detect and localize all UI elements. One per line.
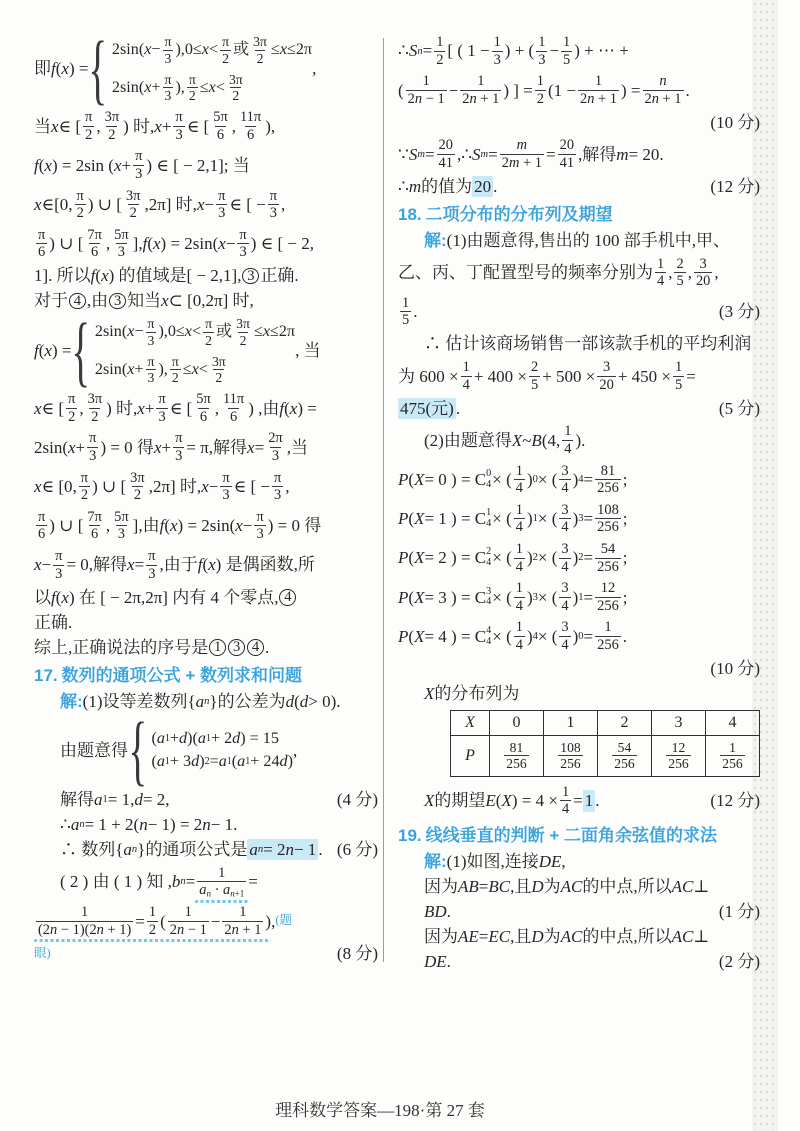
fraction: 2 5 [531, 359, 539, 393]
fraction: π 3 [269, 187, 278, 222]
table-cell: $\frac{1}{256}$ [705, 735, 759, 776]
math-line: x ∈ [0, π 2 ) ∪ [ 3π 2 ,2π] 时, x − π 3 ∈ [ − π 3 , [34, 469, 290, 504]
fraction: π 3 [147, 353, 155, 386]
fraction: 5π 3 [114, 226, 129, 261]
fraction: 20 41 [438, 137, 453, 172]
fraction: 1 5 [402, 294, 410, 329]
combination-indices: 2 4 [486, 546, 492, 569]
left-column [34, 24, 378, 967]
fraction: 1 2n + 1 [579, 73, 617, 107]
section-header [398, 825, 760, 847]
fraction: 1 (2n − 1)(2n + 1) [38, 904, 132, 938]
math-line: X 的分布列为 [424, 684, 520, 703]
two-column-layout [34, 24, 760, 976]
column-divider [383, 38, 384, 962]
math-line: BD . (1 分) [424, 902, 760, 922]
fraction: 5π 6 [196, 391, 211, 425]
fraction: 1 4 [515, 501, 523, 536]
math-line: 因为 AB = BC ,且 D 为 AC 的中点,所以 AC ⊥ [424, 877, 710, 897]
math-line: 综上,正确说法的序号是 1 3 4 . [34, 637, 270, 657]
piecewise-brace: { 2sin( x − π 3 ),0≤ x < π 2 或 3π 2 ≤ x ≤2π 2sin( x + π 3 ), π 2 ≤ x < 3π 2 [88, 24, 313, 112]
fraction: π 3 [218, 187, 226, 222]
combination-indices: 4 4 [486, 624, 492, 647]
math-line: ∴ a n = 1 + 2( n − 1) = 2 n − 1. [60, 814, 238, 834]
math-line: f ( x ) = { 2sin( x − π 3 ),0≤ x < π 2 或 3π 2 ≤ x ≤2π 2sin( x + π 3 ), π 2 ≤ x < 3π 2 , 当 [34, 306, 321, 394]
score-label: (12 分) [710, 177, 760, 197]
fraction: 1 4 [657, 255, 665, 290]
fraction: 1 4 [515, 580, 523, 614]
table-cell: 3 [651, 710, 705, 735]
fraction: 11π 6 [222, 391, 245, 425]
math-line: ∵ S m = 20 41 ,∴ S m = m 2m + 1 = 20 41 ,解得 m = 20. [398, 137, 664, 172]
section-number: 19. [398, 826, 422, 846]
fraction: π 2 [85, 109, 93, 143]
annotation-text: 解: [424, 231, 447, 251]
fraction: π 2 [205, 316, 212, 348]
score-label: (6 分) [336, 839, 378, 859]
fraction: 3 4 [561, 540, 569, 575]
table-cell: 0 [489, 710, 543, 735]
math-line: 475(元) . (5 分) [400, 398, 760, 418]
math-line [398, 111, 760, 133]
wavy-underlined-expression [195, 864, 248, 901]
math-line: π 6 ) ∪ [ 7π 6 , 5π 3 ],由 f ( x ) = 2sin( x − π 3 ) = 0 得 [38, 508, 322, 543]
annotation-text: (题 [275, 913, 293, 928]
fraction: π 3 [164, 71, 172, 104]
math-line: 乙、丙、丁配置型号的频率分别为 1 4 , 2 5 , 3 20 , [398, 255, 719, 290]
fraction: 3π 2 [130, 469, 145, 504]
math-line: 因为 AE = EC ,且 D 为 AC 的中点,所以 AC ⊥ [424, 927, 710, 947]
left-brace: { [71, 306, 91, 394]
math-line: P ( X = 1 ) = C 1 4 × ( 1 4 ) 1 × ( 3 4 ) 3 = 108 256 ; [398, 501, 628, 536]
math-line: 正确. [34, 612, 73, 632]
fraction: 108 256 [597, 501, 619, 536]
highlighted-answer: a n = 2 n − 1 [249, 839, 317, 859]
score-label: (4 分) [336, 789, 378, 809]
fraction: π 3 [175, 430, 183, 464]
distribution-table [450, 710, 760, 777]
fraction: π 3 [239, 226, 247, 261]
math-line: 由题意得 { ( a 1 + d )( a 1 + 2 d ) = 15 ( a 1 + 3 d ) 2 = a 1 ( a 1 + 24 d ) , [60, 706, 298, 794]
fraction: 1 2n − 1 [407, 73, 445, 107]
fraction: 1 2 [536, 73, 544, 107]
math-line: ( 2 ) 由 ( 1 ) 知 , b n = 1 $a_n \cdot a_{n+1}$ = [60, 864, 258, 899]
fraction: 3π 2 [211, 353, 226, 386]
fraction: 2π 3 [268, 430, 283, 464]
math-line: 解得 a 1 = 1, d = 2, (4 分) [60, 789, 378, 809]
math-line: π 6 ) ∪ [ 7π 6 , 5π 3 ], f ( x ) = 2sin( x − π 3 ) ∈ [ − 2, [38, 226, 314, 261]
left-brace: { [128, 706, 147, 794]
fraction: π 3 [158, 391, 166, 425]
fraction: π 3 [55, 548, 63, 582]
fraction: 1 5 [563, 34, 571, 68]
fraction: π 3 [256, 508, 264, 543]
fraction: π 3 [222, 469, 230, 504]
fraction: 7π 6 [87, 226, 102, 261]
math-line: 1 5 . (3 分) [402, 294, 760, 329]
score-label: (10 分) [710, 659, 760, 678]
table-cell: $\frac{81}{256}$ [489, 735, 543, 776]
fraction: 3 4 [561, 462, 569, 497]
fraction: π 3 [164, 34, 172, 66]
fraction: π 2 [76, 187, 84, 222]
fraction: 3π 2 [104, 109, 120, 143]
section-header [398, 204, 760, 226]
section-number: 18. [398, 205, 422, 225]
table-cell: $\frac{108}{256}$ [543, 735, 597, 776]
table-cell: X [451, 710, 490, 735]
math-line: x ∈ [ π 2 , 3π 2 ) 时, x + π 3 ∈ [ 5π 6 , 11π 6 ) ,由 f ( x ) = [34, 391, 317, 425]
fraction: π 3 [147, 316, 155, 348]
math-line: 解: (1)如图,连接 DE , [424, 852, 566, 872]
math-line: 1]. 所以 f ( x ) 的值域是[ − 2,1], 3 正确. [34, 266, 299, 286]
math-line: 解: (1)由题意得,售出的 100 部手机中,甲、 [424, 231, 730, 251]
fraction: π 6 [38, 226, 46, 261]
fraction: 3π 2 [228, 71, 243, 104]
fraction: 11π 6 [239, 109, 262, 143]
score-label: (8 分) [336, 943, 378, 963]
math-line: 对于 4 ,由 3 知当 x ⊂ [0,2π] 时, [34, 291, 254, 311]
fraction: n 2n + 1 [644, 73, 682, 107]
fraction: 1 4 [515, 462, 523, 497]
math-line: P ( X = 3 ) = C 3 4 × ( 1 4 ) 3 × ( 3 4 ) 1 = 12 256 ; [398, 580, 628, 614]
fraction: 3 20 [599, 359, 614, 393]
math-line: P ( X = 2 ) = C 2 4 × ( 1 4 ) 2 × ( 3 4 ) 2 = 54 256 ; [398, 540, 628, 575]
section-title: 线线垂直的判断 + 二面角余弦值的求法 [425, 826, 718, 846]
fraction: 1 2n + 1 [462, 73, 500, 107]
table-cell: 2 [597, 710, 651, 735]
footer-text: 理科数学答案—198·第 27 套 [275, 1101, 485, 1120]
piecewise-brace: { ( a 1 + d )( a 1 + 2 d ) = 15 ( a 1 + 3 d ) 2 = a 1 ( a 1 + 24 d ) [128, 706, 293, 794]
section-header [34, 664, 378, 686]
math-line: DE . (2 分) [424, 952, 760, 972]
score-label: (12 分) [710, 791, 760, 811]
fraction: π 3 [273, 469, 282, 504]
fraction: π 6 [38, 508, 46, 543]
fraction: 3π 2 [253, 34, 267, 66]
score-label: (3 分) [718, 302, 760, 322]
table-cell: 4 [705, 710, 759, 735]
fraction: 7π 6 [87, 508, 102, 543]
math-line: P ( X = 0 ) = C 0 4 × ( 1 4 ) 0 × ( 3 4 ) 4 = 81 256 ; [398, 462, 628, 497]
fraction: 3 4 [561, 580, 569, 614]
section-title: 数列的通项公式 + 数列求和问题 [61, 665, 303, 685]
fraction: 1 4 [564, 423, 572, 457]
fraction: 1 2 [436, 34, 444, 68]
math-line: X 的期望 E ( X ) = 4 × 1 4 = 1 . (12 分) [424, 783, 760, 818]
math-line: 为 600 × 1 4 + 400 × 2 5 + 500 × 3 20 + 450 × 1 5 = [398, 359, 696, 393]
fraction: 54 256 [597, 540, 619, 575]
math-line: 当 x ∈ [ π 2 , 3π 2 ) 时, x + π 3 ∈ [ 5π 6 , 11π 6 ), [34, 109, 276, 143]
math-line: ∴ m 的值为 20 . (12 分) [398, 177, 760, 197]
combination-indices: 0 4 [486, 467, 492, 490]
table-cell: P [451, 735, 490, 776]
combination-indices: 3 4 [486, 585, 492, 608]
fraction: 81 256 [597, 462, 619, 497]
math-line: ∴ 估计该商场销售一部该款手机的平均利润 [424, 334, 752, 354]
fraction: π 2 [222, 34, 229, 66]
annotation-text: 眼) [34, 945, 51, 960]
fraction: 5π 3 [114, 508, 129, 543]
fraction: 1 4 [462, 359, 470, 393]
fraction: 1 $a_n \cdot a_{n+1}$ [199, 864, 245, 899]
combination-indices: 1 4 [486, 507, 492, 529]
fraction: 3 20 [695, 255, 711, 290]
annotation-text: 解: [424, 852, 447, 872]
highlighted-answer: 20 [474, 177, 492, 197]
fraction: π 3 [175, 109, 183, 143]
fraction: 3 4 [561, 501, 569, 536]
math-line: x ∈[0, π 2 ) ∪ [ 3π 2 ,2π] 时, x − π 3 ∈ [ − π 3 , [34, 187, 286, 222]
math-line [34, 942, 378, 964]
math-line: 以 f ( x ) 在 [ − 2π,2π] 内有 4 个零点, 4 [34, 586, 378, 608]
section-number: 17. [34, 665, 58, 685]
math-line: 1 (2n − 1)(2n + 1) = 1 2 ( 1 2n − 1 − 1 2n + 1 ) , (题 [34, 903, 378, 939]
score-label: (2 分) [718, 952, 760, 972]
fraction: π 3 [148, 548, 156, 582]
fraction: 1 2n − 1 [169, 904, 207, 938]
score-label: (1 分) [718, 902, 760, 922]
math-line: P ( X = 4 ) = C 4 4 × ( 1 4 ) 4 × ( 3 4 ) 0 = 1 256 . [398, 619, 628, 654]
wavy-underlined-expression: 1 (2n − 1)(2n + 1) = 1 2 ( 1 2n − 1 − 1 2n + 1 ) [34, 903, 271, 939]
fraction: 1 2 [148, 904, 157, 938]
fraction: 3π 2 [236, 316, 250, 348]
fraction: 1 4 [515, 540, 523, 575]
fraction: π 2 [68, 391, 76, 425]
fraction: 1 2n + 1 [224, 904, 262, 938]
math-line: ∴ S n = 1 2 [ ( 1 − 1 3 ) + ( 1 3 − 1 5 ) + ⋯ + [398, 34, 629, 68]
fraction: 1 4 [515, 619, 523, 654]
page-footer [0, 1096, 760, 1121]
fraction: 3 4 [561, 619, 569, 654]
table-cell: $\frac{54}{256}$ [597, 735, 651, 776]
fraction: m 2m + 1 [501, 137, 542, 172]
annotation-text: 解: [60, 691, 83, 711]
fraction: 2 5 [676, 255, 684, 290]
math-line: f ( x ) = 2sin ( x + π 3 ) ∈ [ − 2,1]; 当 [34, 148, 250, 182]
left-brace: { [88, 24, 108, 112]
fraction: 1 4 [561, 783, 570, 818]
table-cell: 1 [543, 710, 597, 735]
highlighted-answer: 475(元) [400, 398, 454, 418]
score-label: (5 分) [718, 398, 760, 418]
highlighted-answer: 1 [584, 791, 594, 811]
piecewise-brace: { 2sin( x − π 3 ),0≤ x < π 2 或 3π 2 ≤ x ≤2π 2sin( x + π 3 ), π 2 ≤ x < 3π 2 [71, 306, 296, 394]
right-column [390, 30, 760, 976]
math-line: x − π 3 = 0,解得 x = π 3 ,由于 f ( x ) 是偶函数,所 [34, 548, 315, 582]
fraction: 12 256 [597, 580, 619, 614]
fraction: π 2 [171, 353, 179, 386]
math-line: 即 f ( x ) = { 2sin( x − π 3 ),0≤ x < π 2 或 3π 2 ≤ x ≤2π 2sin( x + π 3 ), π 2 ≤ x < 3π 2 , [34, 24, 317, 112]
math-line [398, 658, 760, 680]
fraction: π 3 [89, 430, 97, 464]
score-label: (10 分) [710, 112, 760, 132]
fraction: 1 5 [675, 359, 683, 393]
fraction: π 2 [80, 469, 89, 504]
table-cell: $\frac{12}{256}$ [651, 735, 705, 776]
section-title: 二项分布的分布列及期望 [425, 205, 613, 225]
fraction: 20 41 [559, 137, 575, 172]
math-line: ∴ 数列{ a n }的通项公式是 a n = 2 n − 1 . (6 分) [60, 839, 378, 859]
fraction: 1 3 [493, 34, 501, 68]
math-line: (2)由题意得 X ~ B (4, 1 4 ). [424, 423, 586, 457]
fraction: 3π 2 [87, 391, 103, 425]
fraction: 1 256 [597, 619, 619, 654]
fraction: 3π 2 [125, 187, 141, 222]
math-line: ( 1 2n − 1 − 1 2n + 1 ) ] = 1 2 (1 − 1 2n + 1 ) = n 2n + 1 . [398, 73, 690, 107]
fraction: 1 3 [538, 34, 546, 68]
fraction: π 2 [188, 71, 196, 104]
math-line: 2sin( x + π 3 ) = 0 得 x + π 3 = π,解得 x = 2π 3 ,当 [34, 430, 308, 464]
fraction: 5π 6 [213, 109, 228, 143]
fraction: π 3 [135, 148, 143, 182]
math-line: 解: (1)设等差数列{ a n }的公差为 d ( d > 0). [60, 691, 341, 711]
